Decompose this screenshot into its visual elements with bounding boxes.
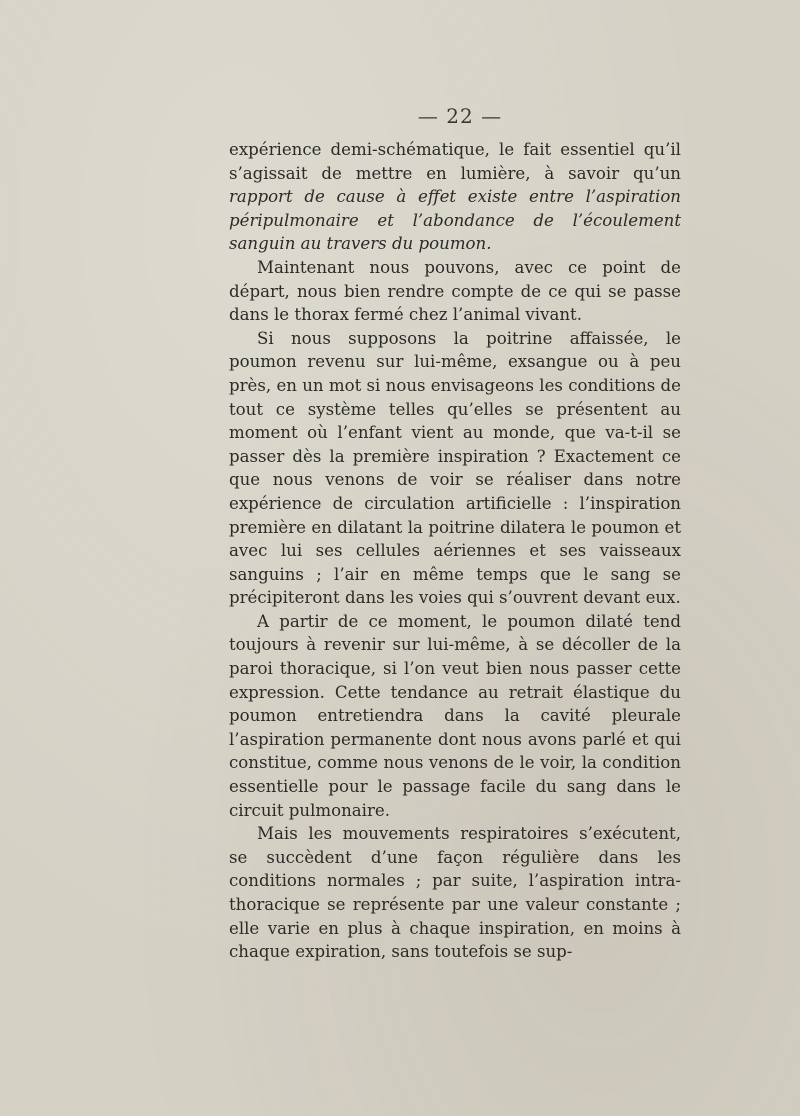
emphasized-text: rapport de cause à effet existe entre l’aspiration péripulmonaire et l’abondance de l’écoulement sanguin au travers du poumon. xyxy=(229,187,681,254)
paragraph-text: A partir de ce moment, le poumon dilaté tend toujours à revenir sur lui-même, à se décoller de la paroi thoracique, si l’on veut bien nous passer cette expression. Cette tendance au retrait élastique du poumon entretiendra dans la cavité pleurale l’aspiration permanente dont nous avons parlé et qui constitue, comme nous venons de le voir, la condition essentielle pour le passage facile du sang dans le circuit pulmonaire. xyxy=(229,611,681,820)
paragraph xyxy=(229,138,681,256)
page-number: — 22 — xyxy=(417,104,503,128)
paragraph xyxy=(229,256,681,327)
body-text xyxy=(229,138,681,964)
paragraph xyxy=(229,327,681,610)
paragraph xyxy=(229,610,681,822)
paragraph-text: expérience demi-schématique, le fait essentiel qu’il s’agissait de mettre en lumière, à savoir qu’un xyxy=(229,140,681,183)
paragraph-text: Maintenant nous pouvons, avec ce point de départ, nous bien rendre compte de ce qui se passe dans le thorax fermé chez l’animal vivant. xyxy=(229,257,681,325)
paragraph-text: Si nous supposons la poitrine affaissée, le poumon revenu sur lui-même, exsangue ou à peu près, en un mot si nous envisageons les conditions de tout ce système telles qu’elles se présentent au moment où l’enfant vient au monde, que va-t-il se passer dès la première inspiration ? Exactement ce que nous venons de voir se réaliser dans notre expérience de circulation artificielle : l’inspiration première en dilatant la poitrine dilatera le poumon et avec lui ses cellules aériennes et ses vaisseaux sanguins ; l’air en même temps que le sang se précipiteront dans les voies qui s’ouvrent devant eux. xyxy=(229,328,682,608)
paragraph-text: Mais les mouvements respiratoires s’exécutent, se succèdent d’une façon régulière dans les conditions normales ; par suite, l’aspiration intra-thoracique se représente par une valeur constante ; elle varie en plus à chaque inspiration, en moins à chaque expiration, sans toutefois se sup- xyxy=(229,824,681,962)
paragraph xyxy=(229,822,681,964)
